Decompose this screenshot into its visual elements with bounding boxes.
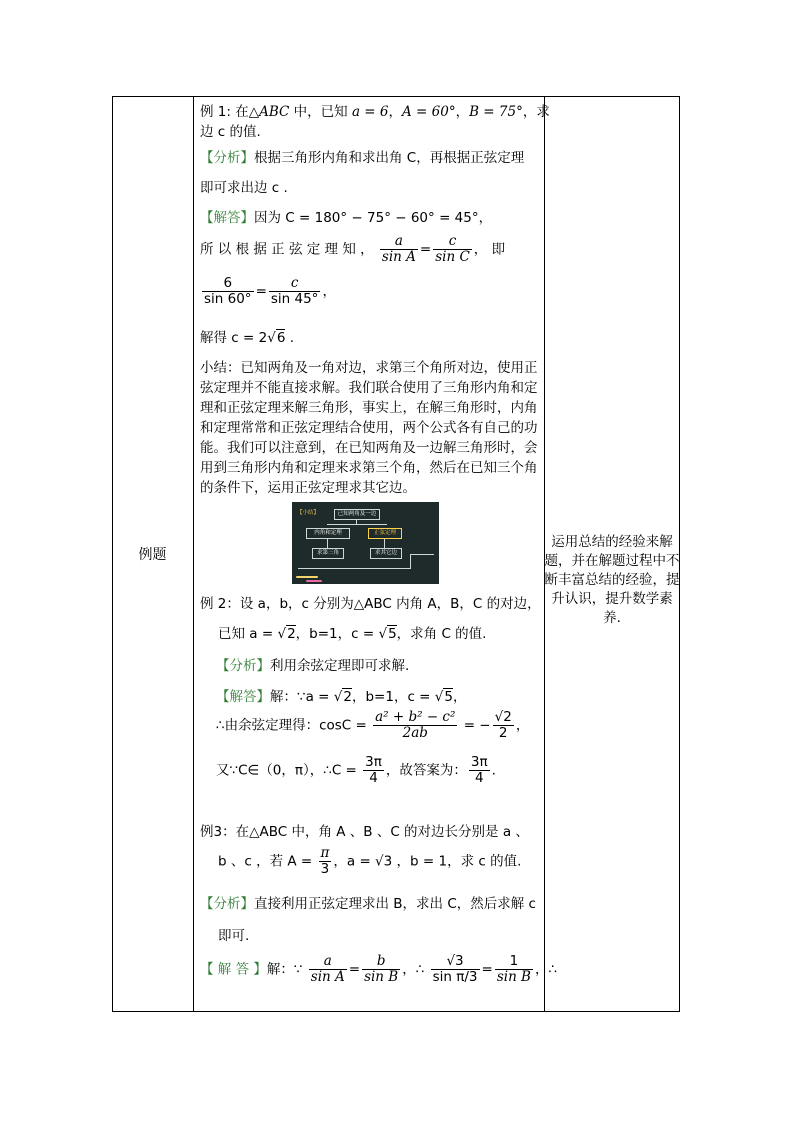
ex1-answer-2: 所 以 根 据 正 弦 定 理 知 ， $\frac{a}{\text{sin A}}$ = $\frac{c}{\text{sin C}}$ ， 即 <box>200 233 506 265</box>
frac-den: sin 45° <box>270 291 319 307</box>
ex1-line1-end: ，求 <box>522 104 550 120</box>
ex2-analysis <box>216 654 409 674</box>
ex1-answer-1 <box>200 206 492 226</box>
frac-num: a <box>309 954 347 970</box>
example-content <box>200 96 558 1012</box>
frac-num: b <box>362 954 400 970</box>
ex2-answer-1-end: ， <box>452 689 467 705</box>
frac-den: 4 <box>369 770 378 786</box>
frac-den: sin B <box>496 969 531 985</box>
fraction-a-over-sinA <box>309 954 347 985</box>
frac-num: √2 <box>494 709 512 725</box>
ex2-cos-end: ， <box>515 717 530 734</box>
frac-num: a² + b² − c² <box>375 709 456 725</box>
fraction-3pi-over-4-answer <box>469 755 490 786</box>
fraction-a-over-sinA <box>380 234 418 265</box>
ex3-line2 <box>218 846 521 877</box>
frac-num: a <box>380 234 418 250</box>
ex1-answer-2-end: ， 即 <box>473 241 506 258</box>
chalk-stick <box>296 576 318 578</box>
frac-den: sin B <box>364 969 399 985</box>
frac-den: sin π/3 <box>432 969 478 985</box>
ex2-cos <box>216 710 529 741</box>
ex1-answer-3: $\frac{6}{\sin 60^\circ}$ = $\frac{c}{\sin 45^\circ}$ ， <box>204 275 336 307</box>
answer-tag: 【 解 答 】 <box>200 961 267 978</box>
ex2-final-mid: ，故答案为： <box>385 762 467 779</box>
ex3-analysis-2: 即可. <box>218 928 250 944</box>
ex1-answer-3-end: ， <box>322 283 336 300</box>
ex1-line1-mid: 中，已知 <box>289 104 352 120</box>
diagram-tag: 【小结】 <box>297 510 320 516</box>
fraction-cos <box>373 710 457 741</box>
frac-den: sin A <box>310 969 345 985</box>
frac-den: sin A <box>381 249 416 265</box>
analysis-tag: 【分析】 <box>200 896 254 912</box>
ex1-B-eq: B = 75° <box>469 104 523 120</box>
ex3-analysis-text-1: 直接利用正弦定理求出 B，求出 C，然后求解 c <box>254 896 536 912</box>
row-label: 例题 <box>138 547 167 563</box>
diagram-wire <box>384 539 385 548</box>
ex1-result-end: . <box>285 330 294 346</box>
ex2-answer-1-mid: ，b=1，c = <box>351 689 435 705</box>
ex1-summary: 小结：已知两角及一角对边，求第三个角所对边，使用正弦定理并不能直接求解。我们联合使用了三角形内角和定理和正弦定理来解三角形，事实上，在解三角形时，内角和定理常常和正弦定理结合使用，两个公式各有自己的功能。我们可以注意到，在已知两角及一边解三角形时，会用到三角形内角和定理来求第三个角，然后在已知三个角的条件下，运用正弦定理求其它边。 <box>200 360 538 496</box>
diagram-box-left: 内角和定理 <box>306 528 350 539</box>
ex2-cos-pre: ∴由余弦定理得：cosC = <box>216 717 372 734</box>
chalk-stick <box>306 580 322 582</box>
frac-num: 6 <box>202 276 254 292</box>
ex2-sqrt2: 2 <box>287 626 296 642</box>
ex1-line2: 边 c 的值. <box>200 124 261 140</box>
diagram-frame-line <box>298 568 410 569</box>
ex2-answer-1-pre: 解：∵a = <box>270 689 334 705</box>
fraction-b-over-sinB <box>362 954 400 985</box>
fraction-1-over-sinB <box>495 954 533 985</box>
ex2-line2: 已知 a = √2，b=1，c = √5，求角 C 的值. <box>218 626 487 642</box>
teaching-intent-note: 运用总结的经验来解题，并在解题过程中不断丰富总结的经验，提升认识，提升数学素养. <box>544 534 680 626</box>
frac-num: 3π <box>470 754 488 770</box>
analysis-tag: 【分析】 <box>216 658 270 674</box>
lesson-table <box>112 96 680 1012</box>
ex1-analysis-1 <box>200 146 524 166</box>
fraction-6-over-sin60 <box>202 276 254 307</box>
frac-num: √3 <box>431 954 480 970</box>
ex2-sqrt5: 5 <box>444 689 453 705</box>
ex1-a-eq: a = 6 <box>351 104 389 120</box>
summary-diagram <box>292 502 439 584</box>
frac-num: π <box>320 845 330 861</box>
ex3-answer: 【 解 答 】解：∵ $\frac{a}{\text{sin A}}$ = $\frac{b}{\text{sin B}}$ ，∴ $\frac{√3}{\text{sin π/3}}$ = $\frac{1}{\text{sin B}}$ ，∴ <box>200 953 558 985</box>
ex2-line2-mid: ，b=1，c = <box>295 626 379 642</box>
ex2-analysis-text: 利用余弦定理即可求解. <box>270 658 410 674</box>
ex2-cos-eq: = − <box>459 717 491 734</box>
ex1-analysis-2: 即可求出边 c . <box>200 180 288 196</box>
ex3-line1: 例3：在△ABC 中，角 A 、B 、C 的对边长分别是 a 、 <box>200 824 529 840</box>
frac-num: c <box>269 276 321 292</box>
diagram-box-top: 已知两角及一边 <box>334 509 380 520</box>
diagram-box-right: 正弦定理 <box>368 528 402 539</box>
table-divider-1 <box>193 96 194 1012</box>
ex1-result: 解得 c = 2√6 . <box>200 330 294 346</box>
ex2-final-pre: 又∵C∈（0，π），∴C = <box>216 762 362 779</box>
frac-den: 4 <box>474 770 484 786</box>
frac-den: 2ab <box>402 725 428 741</box>
frac-den: 2 <box>498 725 508 741</box>
ex1-answer-text-1: 因为 C = 180° − 75° − 60° = 45°， <box>254 210 493 226</box>
ex1-analysis-text-1: 根据三角形内角和求出角 C，再根据正弦定理 <box>254 150 525 166</box>
fraction-3pi-over-4 <box>363 755 384 786</box>
fraction-root3-over-sin-pi3 <box>431 954 480 985</box>
ex1-result-pre: 解得 c = 2 <box>200 330 268 346</box>
diagram-box-bottom-right: 求其它边 <box>370 548 402 559</box>
ex1-answer-2-pre: 所 以 根 据 正 弦 定 理 知 ， <box>200 241 374 258</box>
ex3-line2-mid: ，a = √3 ，b = 1，求 c 的值. <box>333 853 522 870</box>
ex1-tri: ABC <box>259 104 290 120</box>
diagram-wire <box>327 539 328 548</box>
ex2-final <box>216 755 496 786</box>
diagram-box-bottom-left: 求第三角 <box>312 548 344 559</box>
ex2-line2-pre: 已知 a = <box>218 626 278 642</box>
ex2-final-end: . <box>491 762 496 779</box>
ex2-sqrt5: 5 <box>388 626 397 642</box>
diagram-frame-line <box>410 554 411 569</box>
frac-den: 3 <box>320 861 330 877</box>
ex3-mid: ，∴ <box>402 961 429 978</box>
frac-den: sin C <box>435 249 470 265</box>
ex1-line1: 例 1: 在△ABC 中，已知 a = 6，A = 60°，B = 75°，求 <box>200 104 550 120</box>
analysis-tag: 【分析】 <box>200 150 254 166</box>
ex2-line1: 例 2：设 a，b，c 分别为△ABC 内角 A，B，C 的对边， <box>200 596 541 612</box>
frac-num: c <box>433 234 472 250</box>
ex2-answer-1: 【解答】解：∵a = √2，b=1，c = √5， <box>216 689 467 705</box>
frac-num: 1 <box>495 954 533 970</box>
fraction-c-over-sinC <box>433 234 472 265</box>
answer-tag: 【解答】 <box>216 689 270 705</box>
fraction-root2-over-2 <box>493 710 514 741</box>
diagram-wire <box>327 524 387 525</box>
ex3-end: ，∴ <box>534 961 558 978</box>
diagram-frame-line <box>410 554 434 555</box>
fraction-c-over-sin45 <box>269 276 321 307</box>
frac-den: sin 60° <box>204 291 252 307</box>
ex1-line1-pre: 例 1: 在△ <box>200 104 260 120</box>
ex1-result-sqrt: 6 <box>276 330 286 346</box>
ex3-analysis-1 <box>200 892 536 912</box>
frac-num: 3π <box>365 754 382 770</box>
ex2-line2-end: ，求角 C 的值. <box>396 626 487 642</box>
ex3-line2-pre: b 、c ，若 A = <box>218 853 317 870</box>
answer-tag: 【解答】 <box>200 210 254 226</box>
ex1-A-eq: A = 60° <box>402 104 456 120</box>
ex3-answer-pre: 解：∵ <box>266 961 307 978</box>
fraction-pi-over-3 <box>319 846 332 877</box>
ex2-sqrt2: 2 <box>343 689 352 705</box>
